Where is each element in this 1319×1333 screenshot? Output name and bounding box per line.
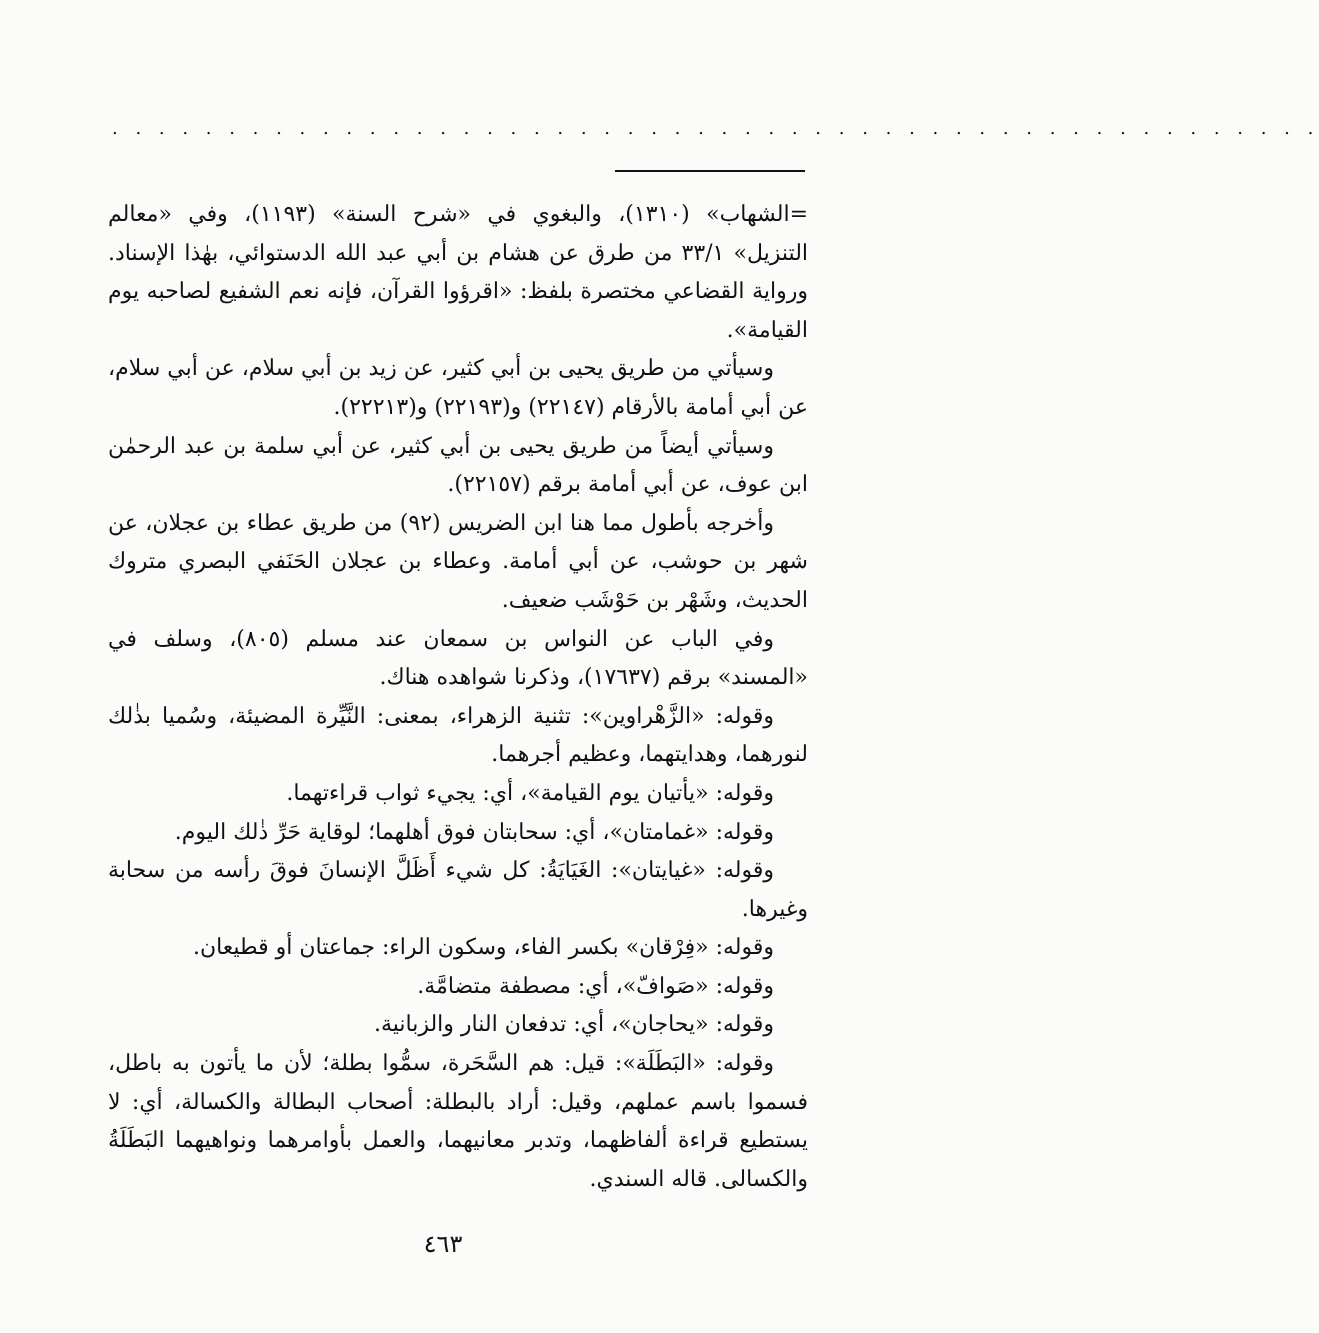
paragraph: وقوله: «الزَّهْراوين»: تثنية الزهراء، بمعنى: النَّيِّرة المضيئة، وسُميا بذٰلك لنورهما، وهدايتهما، وعظيم أجرهما. [108,703,808,768]
footnote-rule [615,170,805,172]
paragraph: وقوله: «غمامتان»، أي: سحابتان فوق أهلهما؛ لوقاية حَرِّ ذٰلك اليوم. [174,819,774,845]
paragraph: وقوله: «البَطَلَة»: قيل: هم السَّحَرة، سمُّوا بطلة؛ لأن ما يأتون به باطل، فسموا باسم عملهم، وقيل: أراد بالبطلة: أصحاب البطالة والكسالة، أي: لا يستطيع قراءة ألفاظهما، وتدبر معانيهما، والعمل بأوامرهما ونواهيهما البَطَلَةُ والكسالى. قاله السندي. [108,1051,808,1192]
footnote-separator-dots: . . . . . . . . . . . . . . . . . . . . . . . . . . . . . . . . . . . . . . . . . . . . . . . . . . . . [112,118,1319,139]
paragraph: وفي الباب عن النواس بن سمعان عند مسلم (٨٠٥)، وسلف في «المسند» برقم (١٧٦٣٧)، وذكرنا شواهده هناك. [108,626,808,691]
paragraph: وأخرجه بأطول مما هنا ابن الضريس (٩٢) من طريق عطاء بن عجلان، عن شهر بن حوشب، عن أبي أمامة. وعطاء بن عجلان الحَنَفي البصري متروك الحديث، وشَهْر بن حَوْشَب ضعيف. [108,510,808,613]
paragraph: وقوله: «صَوافّ»، أي: مصطفة متضامَّة. [417,973,774,999]
footnote-body [108,196,808,1199]
paragraph: وسيأتي أيضاً من طريق يحيى بن أبي كثير، عن أبي سلمة بن عبد الرحمٰن ابن عوف، عن أبي أمامة برقم (٢٢١٥٧). [108,433,808,498]
paragraph: وقوله: «غيايتان»: الغَيَايَةُ: كل شيء أَظَلَّ الإنسانَ فوقَ رأسه من سحابة وغيرها. [108,858,808,922]
paragraph: =الشهاب» (١٣١٠)، والبغوي في «شرح السنة» (١١٩٣)، وفي «معالم التنزيل» ٣٣/١ من طرق عن هشام بن أبي عبد الله الدستوائي، بهٰذا الإسناد. ورواية القضاعي مختصرة بلفظ: «اقرؤوا القرآن، فإنه نعم الشفيع لصاحبه يوم القيامة». [108,202,809,343]
page-number: ٤٦٣ [423,1230,463,1258]
paragraph: وقوله: «فِرْقان» بكسر الفاء، وسكون الراء: جماعتان أو قطيعان. [192,935,774,961]
paragraph: وقوله: «يحاجان»، أي: تدفعان النار والزبانية. [373,1012,774,1038]
paragraph: وسيأتي من طريق يحيى بن أبي كثير، عن زيد بن أبي سلام، عن أبي سلام، عن أبي أمامة بالأرقام (٢٢١٤٧) و(٢٢١٩٣) و(٢٢٢١٣). [108,356,808,420]
paragraph: وقوله: «يأتيان يوم القيامة»، أي: يجيء ثواب قراءتهما. [286,780,774,806]
